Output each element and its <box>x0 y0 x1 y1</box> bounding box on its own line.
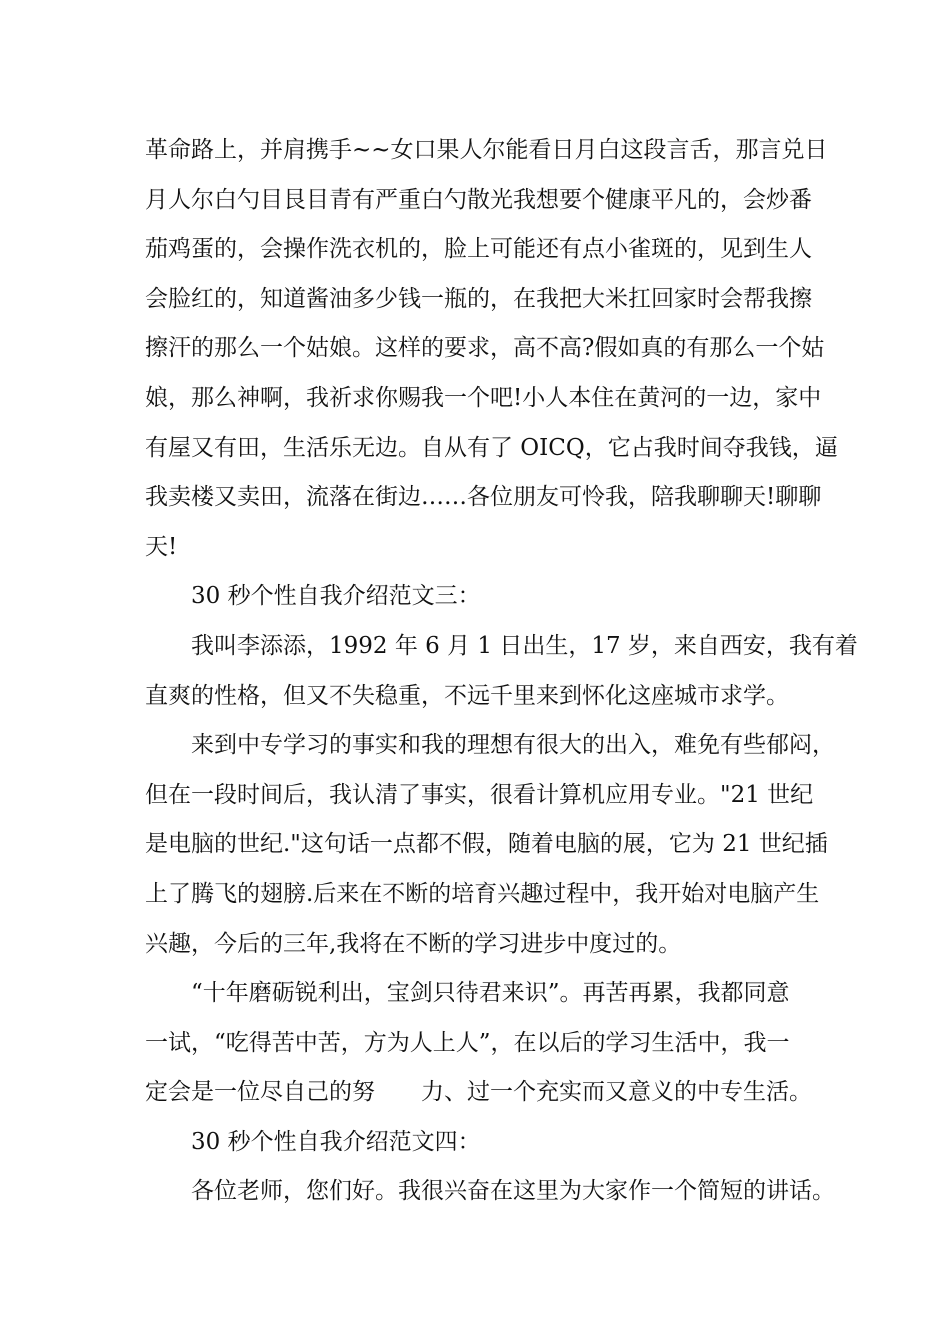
text-line: 我卖楼又卖田，流落在街边……各位朋友可怜我，陪我聊聊天!聊聊 <box>145 484 822 511</box>
text-line: 一试，“吃得苦中苦，方为人上人”，在以后的学习生活中，我一 <box>145 1029 790 1056</box>
document-body <box>145 126 858 1217</box>
para-sample-three-3 <box>145 969 825 1118</box>
text-line: 娘，那么神啊，我祈求你赐我一个吧!小人本住在黄河的一边，家中 <box>145 384 822 411</box>
text-line: 擦汗的那么一个姑娘。这样的要求，高不高?假如真的有那么一个姑 <box>145 335 825 362</box>
text-line: 定会是一位尽自己的努 力、过一个充实而又意义的中专生活。 <box>145 1079 812 1106</box>
text-line: 30 秒个性自我介绍范文三： <box>191 583 481 610</box>
text-line: “十年磨砺锐利出，宝剑只待君来识”。再苦再累，我都同意 <box>191 980 790 1007</box>
text-line: 但在一段时间后，我认清了事实，很看计算机应用专业。"21 世纪 <box>145 781 814 808</box>
text-line: 各位老师，您们好。我很兴奋在这里为大家作一个简短的讲话。 <box>191 1178 835 1205</box>
text-line: 来到中专学习的事实和我的理想有很大的出入，难免有些郁闷， <box>191 732 835 759</box>
text-line: 30 秒个性自我介绍范文四： <box>191 1128 481 1155</box>
para-sample-four-1 <box>145 1167 835 1217</box>
text-line: 会脸红的，知道酱油多少钱一瓶的，在我把大米扛回家时会帮我擦 <box>145 285 812 312</box>
text-line: 茄鸡蛋的，会操作洗衣机的，脸上可能还有点小雀斑的，见到生人 <box>145 236 812 263</box>
para-intro-continued <box>145 126 838 572</box>
text-line: 我叫李添添，1992 年 6 月 1 日出生，17 岁，来自西安，我有着 <box>191 632 858 659</box>
heading-sample-four <box>145 1118 825 1168</box>
text-line: 是电脑的世纪."这句话一点都不假，随着电脑的展，它为 21 世纪插 <box>145 831 828 858</box>
text-line: 上了腾飞的翅膀.后来在不断的培育兴趣过程中，我开始对电脑产生 <box>145 880 820 907</box>
text-line: 有屋又有田，生活乐无边。自从有了 OICQ，它占我时间夺我钱，逼 <box>145 434 838 461</box>
text-line: 直爽的性格，但又不失稳重，不远千里来到怀化这座城市求学。 <box>145 682 789 709</box>
text-line: 兴趣，今后的三年,我将在不断的学习进步中度过的。 <box>145 930 682 957</box>
para-sample-three-1 <box>145 622 858 721</box>
text-line: 革命路上，并肩携手~~女口果人尔能看日月白这段言舌，那言兑日 <box>145 137 828 163</box>
text-line: 月人尔白勺目艮目青有严重白勺散光我想要个健康平凡的，会炒番 <box>145 186 812 213</box>
text-line: 天! <box>145 533 178 560</box>
para-sample-three-2 <box>145 721 835 969</box>
heading-sample-three <box>145 572 825 622</box>
